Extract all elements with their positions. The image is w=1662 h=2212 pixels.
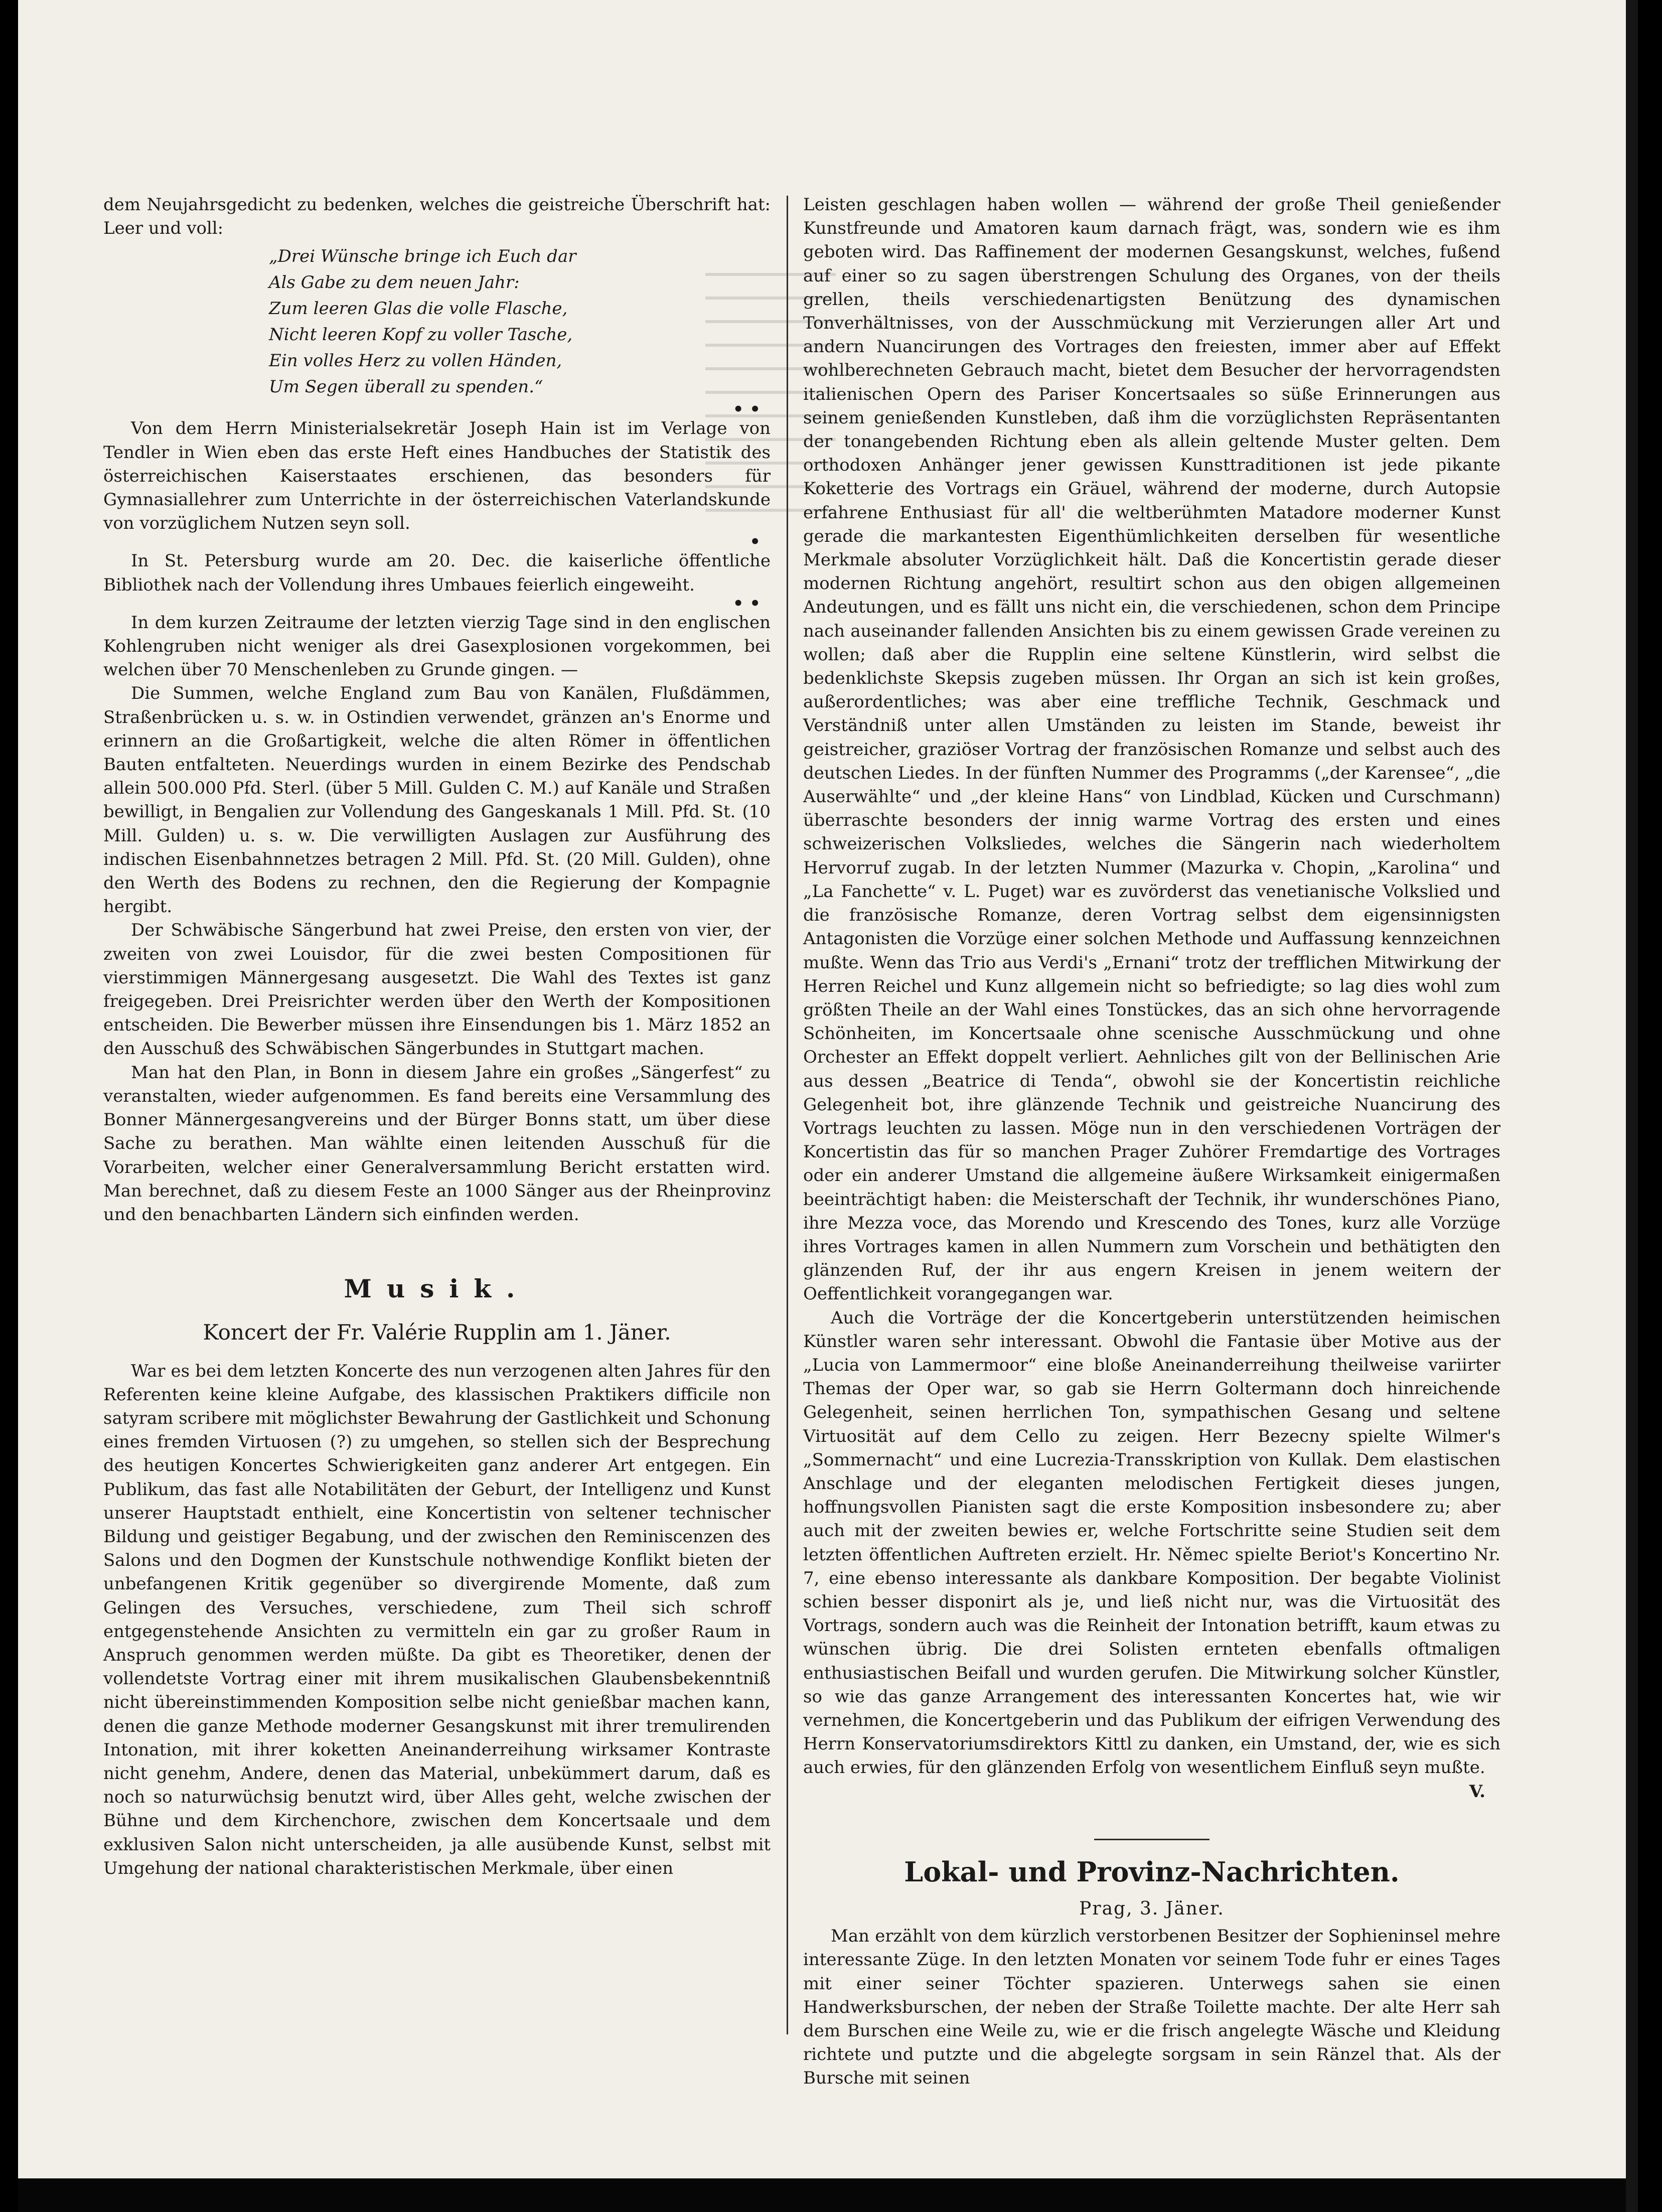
scan-bottom-band: [18, 2178, 1626, 2212]
dateline: Prag, 3. Jäner.: [1079, 1898, 1225, 1920]
concert-review-part1: War es bei dem letzten Koncerte des nun verzogenen alten Jahres für den Referenten keine kleine Aufgabe, des klassischen Praktikers difficile non satyram scribere mit möglichster Bewahrung der Gastlichkeit und Schonung eines fremden Virtuosen (?) zu umgehen, so stellen sich der Besprechung des heutigen Koncertes Schwierigkeiten ganz anderer Art entgegen. Ein Publikum, das fast alle Notabilitäten der Geburt, der Intelligenz und Kunst unserer Hauptstadt enthielt, eine Koncertistin von seltener technischer Bildung und geistiger Begabung, und der zwischen den Reminiscenzen des Salons und den Dogmen der Kunstschule nothwendige Konflikt bieten der unbefangenen Kritik gegenüber so divergirende Momente, daß zum Gelingen des Versuches, verschiedene, zum Theil sich schroff entgegenstehende Ansichten zu vermitteln ein gar zu großer Raum in Anspruch genommen werden müßte. Da gibt es Theoretiker, denen der vollendetste Vortrag einer mit ihrem musikalischen Glaubensbekenntniß nicht übereinstimmenden Komposition selbe nicht genießbar machen kann, denen die ganze Methode moderner Gesangskunst mit ihrer tremulirenden Intonation, mit ihrer koketten Aneinanderreihung wirksamer Kontraste nicht genehm, Andere, denen das Material, unbekümmert darum, daß es noch so naturwüchsig benutzt wird, über Alles geht, welche zwischen der Bühne und dem Kirchenchore, zwischen dem Koncertsaale und dem exklusiven Salon nicht unterscheiden, ja alle ausübende Kunst, selbst mit Umgehung der national charakteristischen Merkmale, über einen: [103, 1361, 771, 1878]
column-divider: [787, 196, 788, 2034]
news-item-bonn: Man hat den Plan, in Bonn in diesem Jahre ein großes „Sängerfest“ zu veranstalten, wieder aufgenommen. Es fand bereits eine Versammlung des Bonner Männergesangvereins und der Bürger Bonns statt, um über diese Sache zu berathen. Man wählte einen leitenden Ausschuß für die Vorarbeiten, welcher einer Generalversammlung Bericht erstatten wird. Man berechnet, daß zu diesem Feste an 1000 Sänger aus der Rheinprovinz und den benachbarten Ländern sich einfinden werden.: [103, 1062, 771, 1225]
separator-dots: • •: [732, 593, 761, 614]
separator-dots: •: [749, 532, 761, 552]
news-item-saengerbund: Der Schwäbische Sängerbund hat zwei Preise, den ersten von vier, der zweiten von zwei Louisdor, für die zwei besten Compositionen für vierstimmigen Männergesang ausgesetzt. Die Wahl des Textes ist ganz freigegeben. Drei Preisrichter werden über den Werth der Kompositionen entscheiden. Die Bewerber müssen ihre Einsendungen bis 1. März 1852 an den Ausschuß des Schwäbischen Sängerbundes in Stuttgart machen.: [103, 920, 771, 1059]
section-heading-local-news: Lokal- und Provinz-Nachrichten.: [904, 1855, 1400, 1888]
intro-paragraph: dem Neujahrsgedicht zu bedenken, welches die geistreiche Überschrift hat: Leer und voll:: [103, 195, 771, 239]
page-edge-rule: [1626, 0, 1638, 2212]
section-heading-music: Musik.: [344, 1274, 530, 1304]
section-rule: [1094, 1839, 1210, 1840]
local-news-item: Man erzählt von dem kürzlich verstorbenen Besitzer der Sophieninsel mehre interessante Züge. In den letzten Monaten vor seinem Tode fuhr er eines Tages mit einer seiner Töchter spazieren. Unterwegs sahen sie einen Handwerksburschen, der neben der Straße Toilette machte. Der alte Herr sah dem Burschen eine Weile zu, wie er die frisch angelegte Wäsche und Kleidung richtete und putzte und die abgelegte sorgsam in sein Ränzel that. Als der Bursche mit seinen: [803, 1926, 1500, 2089]
poem-line: Ein volles Herz zu vollen Händen,: [269, 351, 562, 371]
poem-line: Zum leeren Glas die volle Flasche,: [269, 299, 568, 319]
concert-review-part3: Auch die Vorträge der die Koncertgeberin unterstützenden heimischen Künstler waren sehr interessant. Obwohl die Fantasie über Motive aus der „Lucia von Lammermoor“ eine bloße Aneinanderreihung theilweise variirter Themas der Oper war, so gab sie Herrn Goltermann doch hinreichende Gelegenheit, seinen herrlichen Ton, sympathischen Gesang und seltene Virtuosität auf dem Cello zu zeigen. Herr Bezecny spielte Wilmer's „Sommernacht“ und eine Lucrezia-Transskription von Kullak. Dem elastischen Anschlage und der eleganten melodischen Fertigkeit dieses jungen, hoffnungsvollen Pianisten sagt die erste Komposition insbesondere zu; aber auch mit der zweiten bewies er, welche Fortschritte seine Studien seit dem letzten öffentlichen Auftreten erzielt. Hr. Němec spielte Beriot's Koncertino Nr. 7, eine ebenso interessante als dankbare Komposition. Der begabte Violinist schien besser disponirt als je, und ließ nicht nur, was die Virtuosität des Vortrags, sondern auch was die Reinheit der Intonation betrifft, kaum etwas zu wünschen übrig. Die drei Solisten ernteten ebenfalls oftmaligen enthusiastischen Beifall und wurden gerufen. Die Mitwirkung solcher Künstler, so wie das ganze Arrangement des interessanten Koncertes hat, wie wir vernehmen, die Koncertgeberin und das Publikum der eifrigen Verwendung des Herrn Konservatoriumsdirektors Kittl zu danken, ein Umstand, der, wie es sich auch erwies, für den glänzenden Erfolg von wesentlichem Einfluß seyn mußte.: [803, 1307, 1500, 1778]
article-title-koncert: Koncert der Fr. Valérie Rupplin am 1. Jäner.: [203, 1320, 671, 1345]
new-year-poem: [269, 243, 771, 400]
right-column: [803, 193, 1500, 2091]
news-item-coal-mines: In dem kurzen Zeitraume der letzten vierzig Tage sind in den englischen Kohlengruben nicht weniger als drei Gasexplosionen vorgekommen, bei welchen über 70 Menschenleben zu Grunde gingen. —: [103, 612, 771, 680]
poem-line: „Drei Wünsche bringe ich Euch dar: [269, 246, 576, 267]
poem-line: Als Gabe zu dem neuen Jahr:: [269, 272, 520, 293]
news-item-petersburg: In St. Petersburg wurde am 20. Dec. die kaiserliche öffentliche Bibliothek nach der Vollendung ihres Umbaues feierlich eingeweiht.: [103, 551, 771, 595]
separator-dots: • •: [732, 399, 761, 420]
author-signature: V.: [1469, 1781, 1485, 1802]
left-column: [103, 193, 771, 1880]
poem-line: Nicht leeren Kopf zu voller Tasche,: [269, 325, 573, 345]
newspaper-page: [18, 0, 1626, 2178]
news-item-hain: Von dem Herrn Ministerialsekretär Joseph Hain ist im Verlage von Tendler in Wien eben das erste Heft eines Handbuches der Statistik des österreichischen Kaiserstaates erschienen, das besonders für Gymnasiallehrer zum Unterrichte in der österreichischen Vaterlandskunde von vorzüglichem Nutzen seyn soll.: [103, 418, 771, 534]
poem-line: Um Segen überall zu spenden.“: [269, 377, 543, 397]
concert-review-part2: Leisten geschlagen haben wollen — während der große Theil genießender Kunstfreunde und Amatoren kaum darnach frägt, was, sondern wie es ihm geboten wird. Das Raffinement der modernen Gesangskunst, welches, fußend auf einer so zu sagen überstrengen Schulung des Organes, von der theils grellen, theils verschiedenartigsten Benützung des dynamischen Tonverhältnisses, von der Ausschmückung mit Verzierungen aller Art und andern Nuancirungen des Vortrages den freiesten, immer aber auf Effekt wohlberechneten Gebrauch macht, bietet dem Besucher der hervorragendsten italienischen Opern des Pariser Koncertsaales so süße Erinnerungen aus seinem genießenden Kunstleben, daß ihm die vorzüglichsten Repräsentanten der tonangebenden Richtung eben als allein geltende Muster gelten. Dem orthodoxen Anhänger jener gewissen Kunsttraditionen ist jede pikante Koketterie des Vortrags ein Gräuel, während der moderne, durch Autopsie erfahrene Enthusiast für all' die weltberühmten Matadore moderner Kunst gerade die markantesten Eigenthümlichkeiten derselben für wesentliche Merkmale absoluter Vorzüglichkeit hält. Daß die Koncertistin gerade dieser modernen Richtung angehört, resultirt schon aus den obigen allgemeinen Andeutungen, und es fällt uns nicht ein, die verschiedenen, schon dem Principe nach auseinander fallenden Ansichten bis zu einem gewissen Grade vereinen zu wollen; daß aber die Rupplin eine seltene Künstlerin, wird selbst die bedenklichste Skepsis zugeben müssen. Ihr Organ an sich ist kein großes, außerordentliches; was aber eine treffliche Technik, Geschmack und Verständniß unter allen Umständen zu leisten im Stande, beweist ihr geistreicher, graziöser Vortrag der französischen Romanze und selbst auch des deutschen Liedes. In der fünften Nummer des Programms („der Karensee“, „die Auserwählte“ und „der kleine Hans“ von Lindblad, Kücken und Curschmann) überraschte besonders der innig warme Vortrag des ersten und eines schweizerischen Volksliedes, welches die Sängerin nach wiederholtem Hervorruf zugab. In der letzten Nummer (Mazurka v. Chopin, „Karolina“ und „La Fanchette“ v. L. Puget) war es zuvörderst das venetianische Volkslied und die französische Romanze, deren Vortrag selbst dem eigensinnigsten Antagonisten die Vorzüge einer solchen Methode und Auffassung kennzeichnen mußte. Wenn das Trio aus Verdi's „Ernani“ trotz der trefflichen Mitwirkung der Herren Reichel und Kunz allgemein nicht so befriedigte; so lag dies wohl zum größten Theile an der Wahl eines Tonstückes, das an sich ohne hervorragende Schönheiten, im Koncertsaale ohne scenische Ausschmückung und ohne Orchester an Effekt doppelt verliert. Aehnliches gilt von der Bellinischen Arie aus dessen „Beatrice di Tenda“, obwohl sie der Koncertistin reichliche Gelegenheit bot, ihre glänzende Technik und geistreiche Nuancirung des Vortrags leuchten zu lassen. Möge nun in den verschiedenen Vorträgen der Koncertistin das für so manchen Prager Zuhörer Fremdartige des Vortrages oder ein anderer Umstand die allgemeine äußere Wirksamkeit einigermaßen beeinträchtigt haben: die Meisterschaft der Technik, ihr wunderschönes Piano, ihre Mezza voce, das Morendo und Krescendo des Tones, kurz alle Vorzüge ihres Vortrages kamen in allen Nummern zum Vorschein und bethätigten den glänzenden Ruf, der ihr aus engern Kreisen in jenem weitern der Oeffentlichkeit vorangegangen war.: [803, 195, 1500, 1304]
news-item-england-india: Die Summen, welche England zum Bau von Kanälen, Flußdämmen, Straßenbrücken u. s. w. in Ostindien verwendet, gränzen an's Enorme und erinnern an die Großartigkeit, welche die alten Römer in öffentlichen Bauten entfalteten. Neuerdings wurden in einem Bezirke des Pendschab allein 500.000 Pfd. Sterl. (über 5 Mill. Gulden C. M.) auf Kanäle und Straßen bewilligt, in Bengalien zur Vollendung des Gangeskanals 1 Mill. Pfd. St. (10 Mill. Gulden) u. s. w. Die verwilligten Auslagen zur Ausführung des indischen Eisenbahnnetzes betragen 2 Mill. Pfd. St. (20 Mill. Gulden), ohne den Werth des Bodens zu rechnen, den die Regierung der Kompagnie hergibt.: [103, 683, 771, 917]
